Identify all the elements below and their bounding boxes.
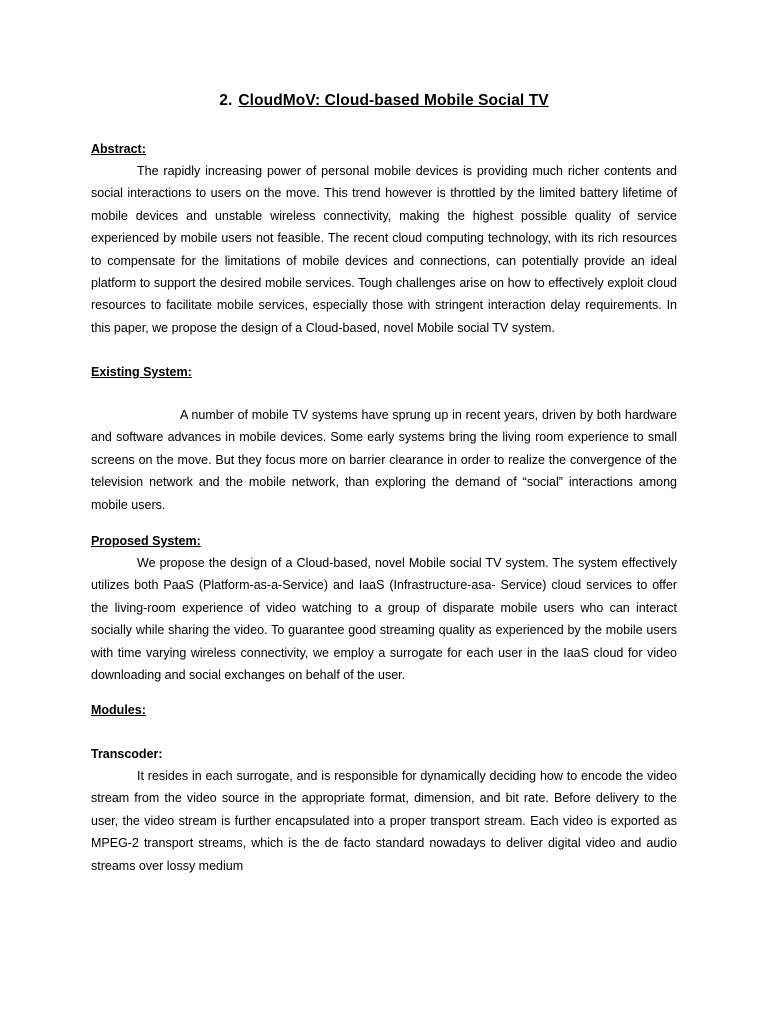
existing-system-paragraph: A number of mobile TV systems have sprung up in recent years, driven by both hardware and software advances in mobile devices. Some early systems bring the living room experience to small screens on the move. But they focus more on barrier clearance in order to realize the convergence of the television network and the mobile network, than exploring the demand of “social” interactions among mobile users.	[91, 408, 677, 512]
transcoder-heading: Transcoder:	[91, 747, 163, 761]
transcoder-paragraph: It resides in each surrogate, and is responsible for dynamically deciding how to encode the video stream from the video source in the appropriate format, dimension, and bit rate. Before delivery to the user, the video stream is further encapsulated into a proper transport stream. Each video is exported as MPEG-2 transport streams, which is the de facto standard nowadays to deliver digital video and audio streams over lossy medium	[91, 769, 677, 873]
proposed-system-heading: Proposed System:	[91, 534, 201, 548]
page-title	[91, 92, 677, 110]
title-text: CloudMoV: Cloud-based Mobile Social TV	[238, 92, 549, 109]
title-number: 2.	[219, 92, 233, 109]
existing-system-heading: Existing System:	[91, 365, 192, 379]
abstract-heading: Abstract:	[91, 142, 146, 156]
proposed-system-paragraph: We propose the design of a Cloud-based, novel Mobile social TV system. The system effectively utilizes both PaaS (Platform-as-a-Service) and IaaS (Infrastructure-asa- Service) cloud services to offer the living-room experience of video watching to a group of disparate mobile users who can interact socially while sharing the video. To guarantee good streaming quality as experienced by the mobile users with time varying wireless connectivity, we employ a surrogate for each user in the IaaS cloud for video downloading and social exchanges on behalf of the user.	[91, 556, 677, 683]
modules-heading: Modules:	[91, 703, 146, 717]
abstract-paragraph: The rapidly increasing power of personal mobile devices is providing much richer contents and social interactions to users on the move. This trend however is throttled by the limited battery lifetime of mobile devices and unstable wireless connectivity, making the highest possible quality of service experienced by mobile users not feasible. The recent cloud computing technology, with its rich resources to compensate for the limitations of mobile devices and connections, can potentially provide an ideal platform to support the desired mobile services. Tough challenges arise on how to effectively exploit cloud resources to facilitate mobile services, especially those with stringent interaction delay requirements. In this paper, we propose the design of a Cloud-based, novel Mobile social TV system.	[91, 164, 677, 335]
